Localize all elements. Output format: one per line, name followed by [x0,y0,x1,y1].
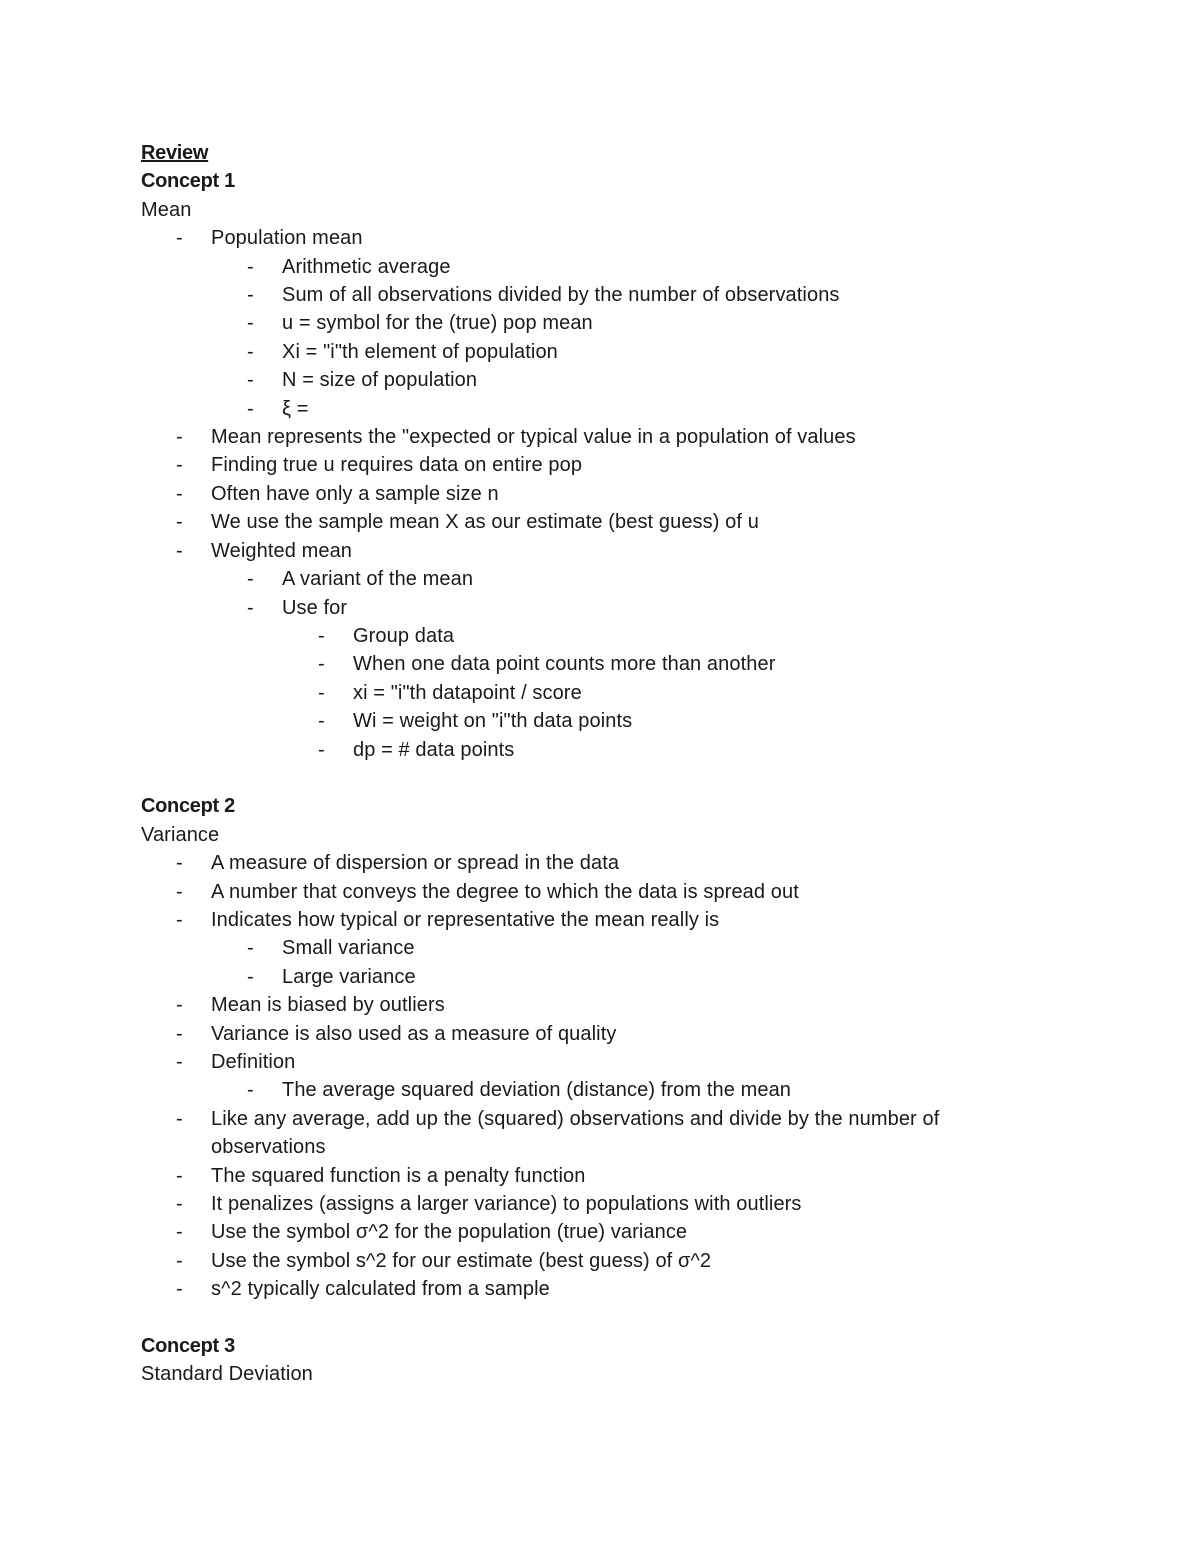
list-item: - s^2 typically calculated from a sample [141,1275,1041,1303]
concept-3-heading: Concept 3 [141,1335,235,1358]
list-item: - Small variance [141,934,1041,962]
list-item: - Population mean [141,224,1041,252]
list-item: - Indicates how typical or representative the mean really is [141,906,1041,934]
list-item: - A measure of dispersion or spread in the data [141,849,1041,877]
list-item: - When one data point counts more than another [141,650,1041,678]
list-item: - We use the sample mean X as our estimate (best guess) of u [141,508,1041,536]
list-item: - Use the symbol σ^2 for the population (true) variance [141,1218,1041,1246]
list-item: - The average squared deviation (distance) from the mean [141,1076,1041,1104]
concept-2-list [141,991,1041,1076]
concept-3-subtitle: Standard Deviation [141,1363,313,1386]
list-item: - Large variance [141,963,1041,991]
spacer [141,764,1041,792]
spacer [141,1304,1041,1332]
list-item: - Definition [141,1048,1041,1076]
list-item: - Mean is biased by outliers [141,991,1041,1019]
list-item: - Finding true u requires data on entire pop [141,451,1041,479]
list-item: - Use the symbol s^2 for our estimate (best guess) of σ^2 [141,1247,1041,1275]
list-item: - Variance is also used as a measure of quality [141,1020,1041,1048]
concept-1-heading: Concept 1 [141,170,235,193]
concept-1-sublist [141,253,1041,423]
list-item: - ξ = [141,395,1041,423]
list-item: - dp = # data points [141,736,1041,764]
list-item: - Weighted mean [141,537,1041,565]
concept-1-list [141,423,1041,565]
list-item: - A variant of the mean [141,565,1041,593]
list-item: - u = symbol for the (true) pop mean [141,309,1041,337]
document-body [141,139,1041,1389]
list-item: - Use for [141,594,1041,622]
list-item: - A number that conveys the degree to which the data is spread out [141,878,1041,906]
list-item: - Arithmetic average [141,253,1041,281]
wrapped-text: Like any average, add up the (squared) observations and divide by the number of observations [211,1107,940,1159]
page-title: Review [141,142,209,164]
list-item: - Mean represents the "expected or typical value in a population of values [141,423,1041,451]
list-item: - xi = "i"th datapoint / score [141,679,1041,707]
concept-2-sublist [141,1076,1041,1104]
concept-1-list [141,224,1041,252]
list-item: - Wi = weight on "i"th data points [141,707,1041,735]
list-item: - It penalizes (assigns a larger variance) to populations with outliers [141,1190,1041,1218]
list-item [141,1105,1041,1162]
concept-2-subtitle: Variance [141,823,220,846]
concept-2-list [141,1105,1041,1304]
concept-2-heading: Concept 2 [141,795,235,818]
list-item: - Group data [141,622,1041,650]
concept-1-sublist [141,565,1041,622]
list-item: - Sum of all observations divided by the number of observations [141,281,1041,309]
concept-1-subtitle: Mean [141,198,192,221]
list-item: - Often have only a sample size n [141,480,1041,508]
list-item: - The squared function is a penalty function [141,1162,1041,1190]
list-item: - Xi = "i"th element of population [141,338,1041,366]
concept-2-list [141,849,1041,934]
list-item: - N = size of population [141,366,1041,394]
concept-2-sublist [141,934,1041,991]
concept-1-subsublist [141,622,1041,764]
